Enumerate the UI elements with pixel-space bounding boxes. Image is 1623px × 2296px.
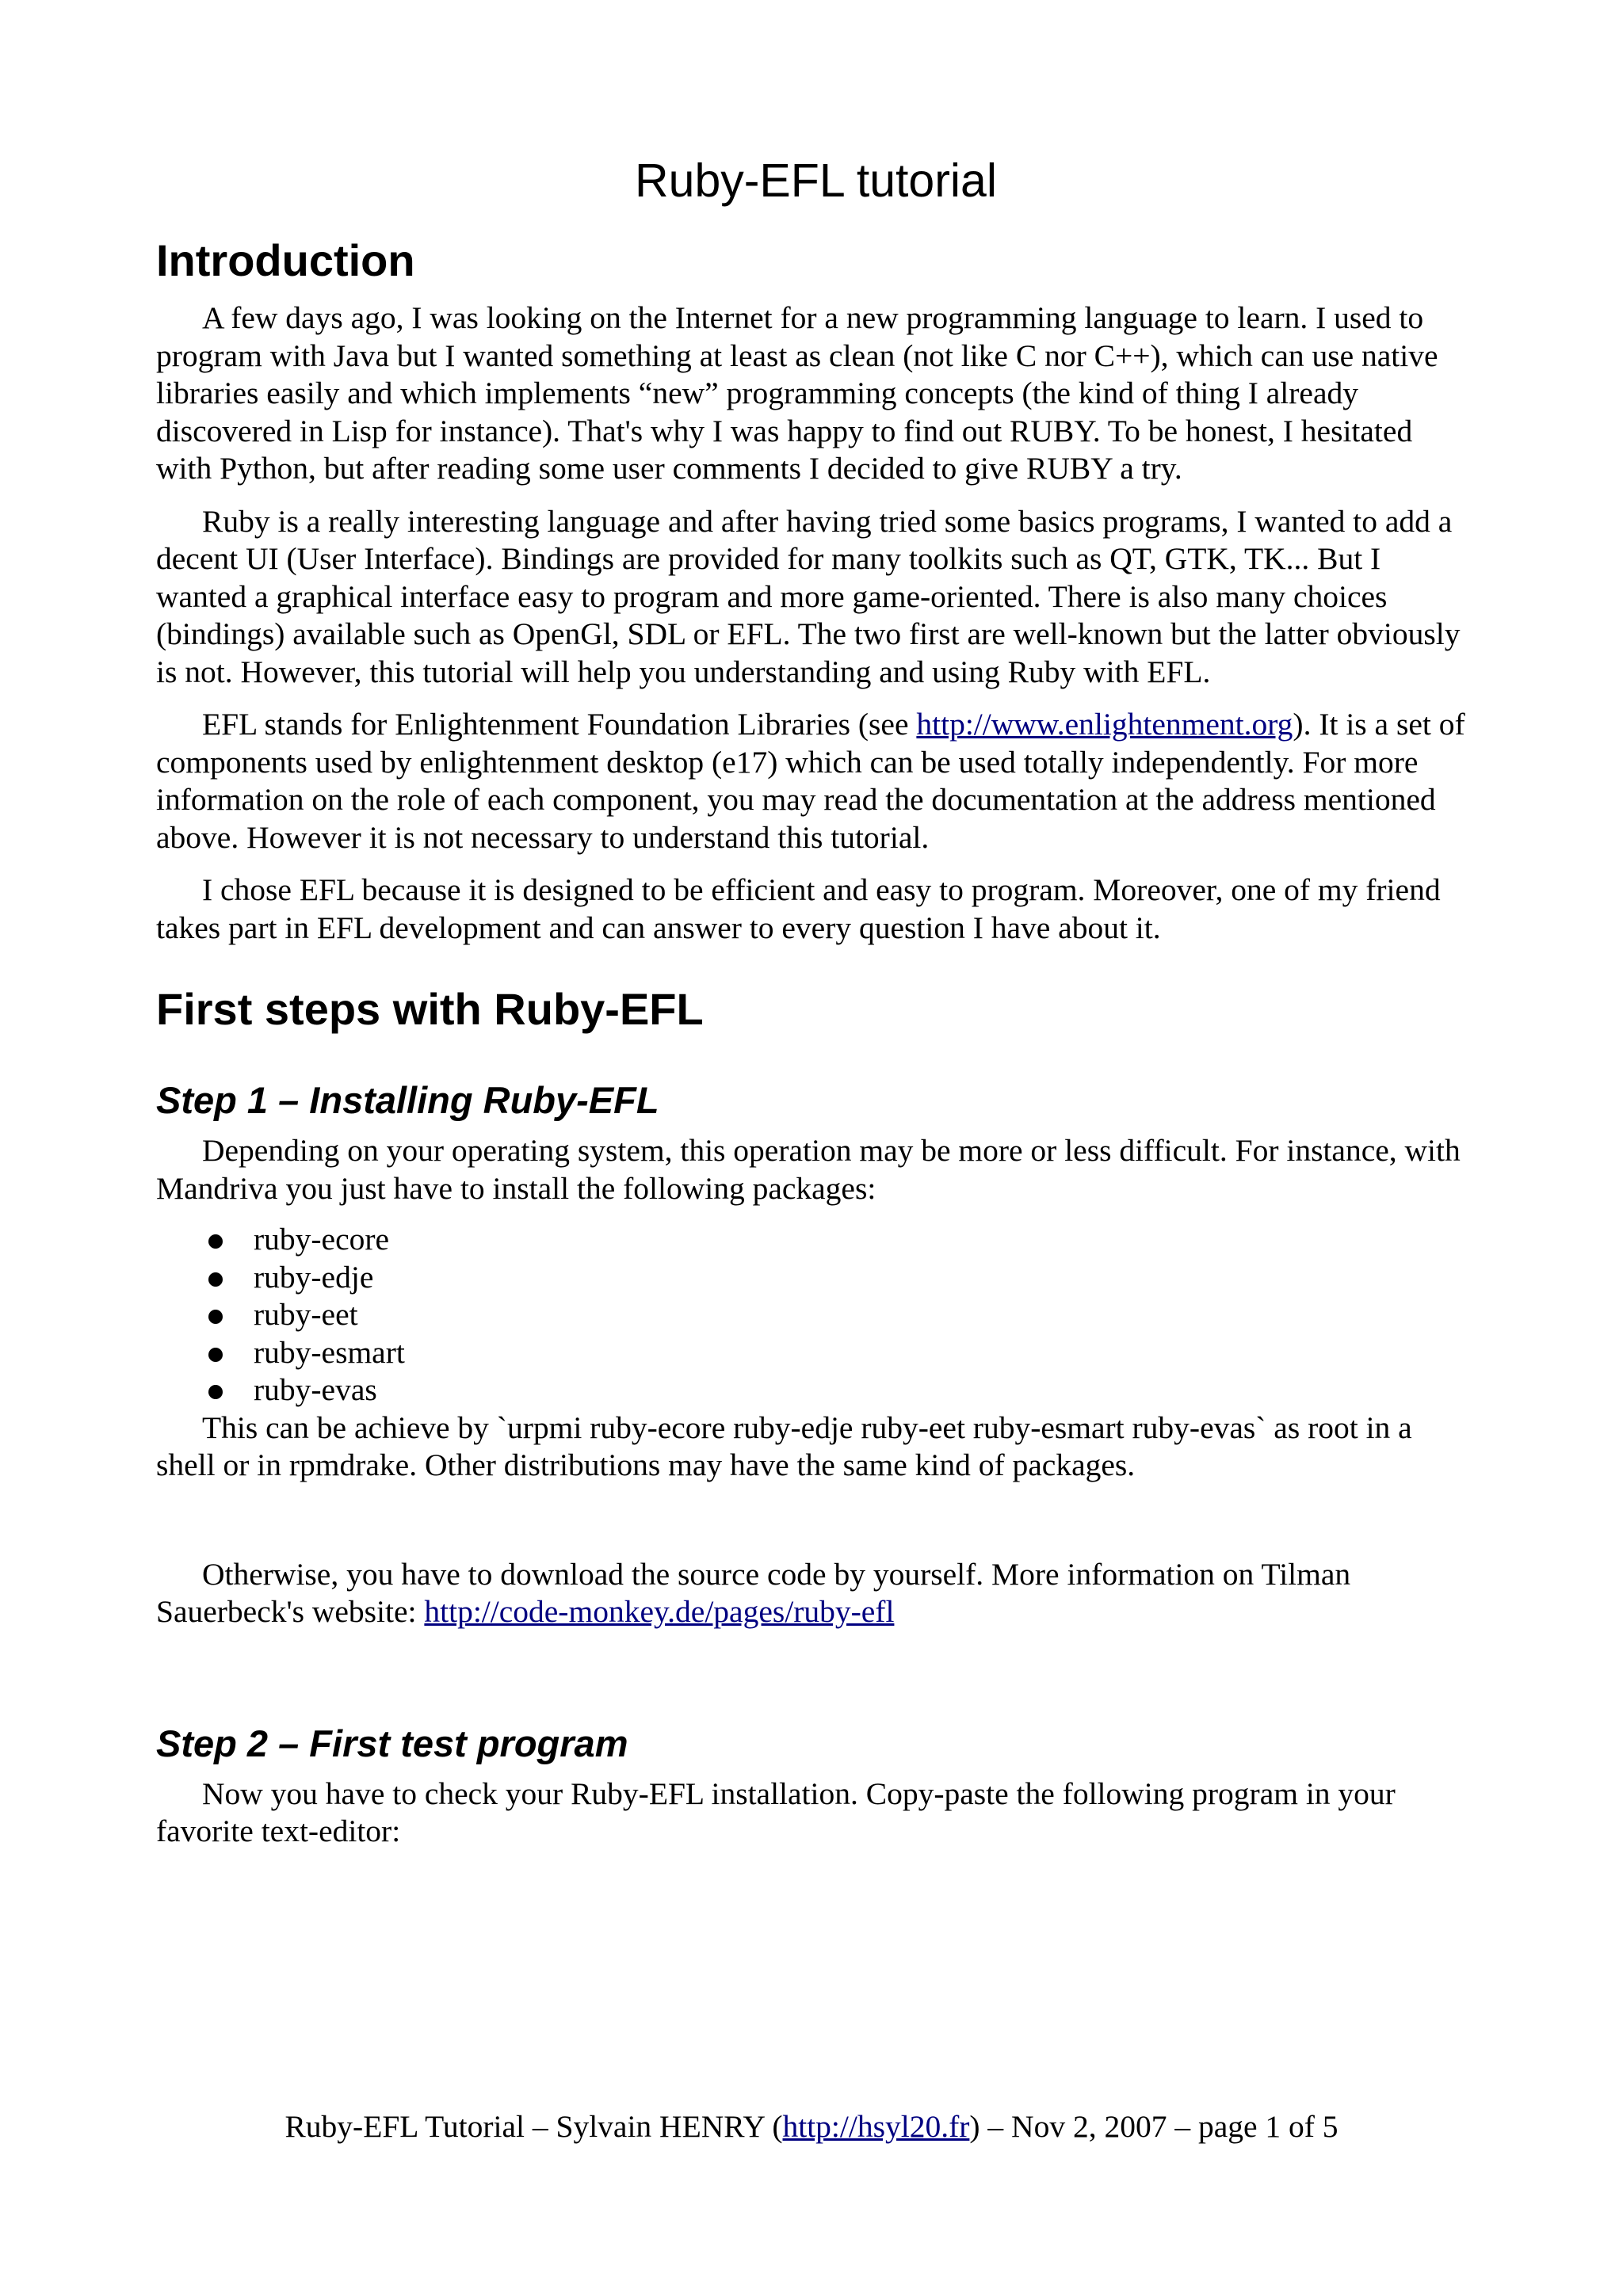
bullet-icon — [208, 1310, 223, 1324]
intro-paragraph-3-text-start: EFL stands for Enlightenment Foundation Libraries (see — [202, 707, 917, 742]
intro-paragraph-1: A few days ago, I was looking on the Internet for a new programming language to learn. I used to program with Java but I wanted something at least as clean (not like C nor C++), which can use native libraries easily and which implements “new” programming concepts (the kind of thing I already discovered in Lisp for instance). That's why I was happy to find out RUBY. To be honest, I hesitated with Python, but after reading some user comments I decided to give RUBY a try. — [156, 300, 1438, 486]
introduction-heading: Introduction — [156, 235, 415, 285]
intro-paragraph-4: I chose EFL because it is designed to be efficient and easy to program. Moreover, one of my friend takes part in EFL development and can answer to every question I have about it. — [156, 872, 1441, 945]
list-item — [156, 1371, 1476, 1409]
code-monkey-link[interactable]: http://code-monkey.de/pages/ruby-efl — [424, 1594, 895, 1629]
package-name: ruby-ecore — [254, 1222, 390, 1257]
list-item — [156, 1259, 1476, 1297]
intro-paragraph-2: Ruby is a really interesting language and after having tried some basics programs, I wanted to add a decent UI (User Interface). Bindings are provided for many toolkits such as QT, GTK, TK... But I wanted a graphical interface easy to program and more game-oriented. There is also many choices (bindings) available such as OpenGl, SDL or EFL. The two first are well-known but the latter obviously is not. However, this tutorial will help you understanding and using Ruby with EFL. — [156, 503, 1461, 689]
page-content — [156, 152, 1476, 1851]
first-steps-heading: First steps with Ruby-EFL — [156, 984, 704, 1034]
package-name: ruby-edje — [254, 1259, 374, 1295]
bullet-icon — [208, 1272, 223, 1287]
list-item — [156, 1221, 1476, 1259]
package-list — [156, 1221, 1476, 1409]
step1-heading: Step 1 – Installing Ruby-EFL — [156, 1079, 659, 1121]
intro-paragraph-3 — [156, 706, 1476, 856]
step2-heading: Step 2 – First test program — [156, 1722, 628, 1764]
step1-paragraph-2: This can be achieve by `urpmi ruby-ecore ruby-edje ruby-eet ruby-esmart ruby-evas` as root in a shell or in rpmdrake. Other distributions may have the same kind of packages. — [156, 1409, 1412, 1482]
step2-paragraph-1: Now you have to check your Ruby-EFL installation. Copy-paste the following program in your favorite text-editor: — [156, 1775, 1396, 1848]
document-title: Ruby-EFL tutorial — [635, 154, 997, 207]
bullet-icon — [208, 1348, 223, 1362]
bullet-icon — [208, 1234, 223, 1249]
step1-paragraph-3-text: Otherwise, you have to download the source code by yourself. More information on Tilman Sauerbeck's website: — [156, 1556, 1351, 1629]
footer-text-end: ) – Nov 2, 2007 – page 1 of 5 — [969, 2109, 1338, 2144]
step1-paragraph-1: Depending on your operating system, this operation may be more or less difficult. For instance, with Mandriva you just have to install the following packages: — [156, 1133, 1461, 1206]
page-footer — [0, 2107, 1623, 2145]
list-item — [156, 1296, 1476, 1334]
package-name: ruby-evas — [254, 1372, 377, 1407]
package-name: ruby-esmart — [254, 1334, 405, 1370]
package-name: ruby-eet — [254, 1297, 358, 1332]
step1-paragraph-3 — [156, 1556, 1476, 1631]
list-item — [156, 1334, 1476, 1372]
intro-paragraph-3-text-end: ). It is a set of components used by enlightenment desktop (e17) which can be used totally independently. For more information on the role of each component, you may read the documentation at the address mentioned above. However it is not necessary to understand this tutorial. — [156, 707, 1465, 855]
bullet-icon — [208, 1385, 223, 1399]
footer-text-start: Ruby-EFL Tutorial – Sylvain HENRY ( — [285, 2109, 783, 2144]
enlightenment-link[interactable]: http://www.enlightenment.org — [916, 707, 1293, 742]
footer-author-link[interactable]: http://hsyl20.fr — [782, 2109, 970, 2144]
